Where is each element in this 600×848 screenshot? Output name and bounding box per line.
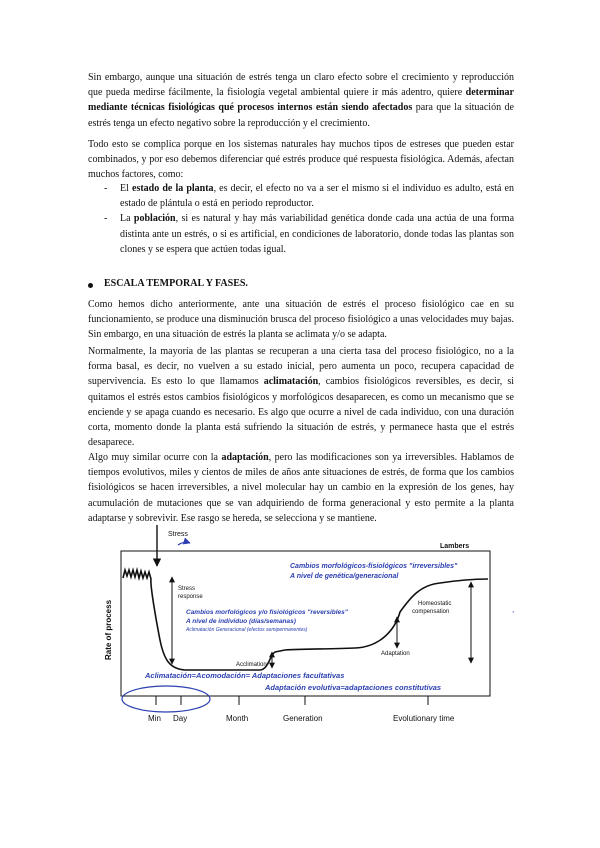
list-item-bold: estado de la planta bbox=[132, 183, 214, 194]
individual-level-label: A nivel de individuo (días/semanas) bbox=[186, 618, 296, 625]
paragraph-5-text: Algo muy similar ocurre con la bbox=[88, 452, 222, 463]
paragraph-1-text-end: para que la situación de estrés tenga un efecto negativo sobre la reproducción y el crecimiento. bbox=[88, 102, 514, 129]
stress-response-label: Stress response bbox=[178, 586, 203, 600]
x-tick-label: Evolutionary time bbox=[393, 714, 455, 723]
list-item-text: El bbox=[120, 183, 132, 194]
reversible-changes-label: Cambios morfológicos y/o fisiológicos "reversibles" bbox=[186, 609, 348, 616]
list-dash: - bbox=[104, 183, 108, 194]
irreversible-changes-label: Cambios morfológicos-fisiológicos "irreversibles" bbox=[290, 563, 458, 570]
x-tick-label: Generation bbox=[283, 714, 323, 723]
figure-credit: Lambers bbox=[440, 543, 470, 550]
list-dash: - bbox=[104, 213, 108, 225]
short-term-ellipse bbox=[122, 686, 210, 712]
response-curve bbox=[123, 570, 488, 670]
list-item-text: La bbox=[120, 213, 134, 225]
paragraph-5-bold: adaptación bbox=[221, 452, 269, 463]
genetic-level-label: A nivel de genética/generacional bbox=[290, 573, 399, 580]
paragraph-5-text-end: , pero las modificaciones son ya irreversibles. Hablamos de tiempos evolutivos, miles y cientos de miles de años ante situaciones de estrés, de forma que los cambios fisiológicos se hacen irreversibles, a nivel molecular hay un cambio en la expresión de los genes, hay acumulación de mutaciones que se van adquiriendo de forma generacional y esto permite a la planta adaptarse y sobrevivir. Ese rasgo se hereda, se selecciona y se mantiene. bbox=[88, 452, 514, 524]
stress-label: Stress bbox=[168, 531, 188, 538]
paragraph-2: Todo esto se complica porque en los sistemas naturales hay muchos tipos de estreses que pueden estar combinados, y por eso debemos diferenciar qué estrés produce qué respuesta fisiológica. Además, afectan muchos factores, como: bbox=[88, 139, 514, 181]
stress-blue-arrow-icon bbox=[178, 542, 190, 545]
x-tick-label: Min bbox=[148, 714, 161, 723]
x-tick-label: Day bbox=[173, 714, 188, 723]
acclimation-label: Acclimation bbox=[236, 662, 267, 668]
acclimation-definition: Aclimatación=Acomodación= Adaptaciones facultativas bbox=[145, 671, 345, 680]
adaptation-definition: Adaptación evolutiva=adaptaciones constitutivas bbox=[265, 683, 442, 692]
paragraph-1-bold: determinar mediante técnicas fisiológicas qué procesos internos están siendo afectados bbox=[88, 87, 514, 114]
list-item-text-end: , si es natural y hay más variabilidad genética donde cada una actúa de una forma distinta ante un estrés, o si es artificial, en condiciones de laboratorio, donde todas las plantas son clones y se espera que actúen todas igual. bbox=[120, 213, 515, 255]
paragraph-3: Como hemos dicho anteriormente, ante una situación de estrés el proceso fisiológico cae en su funcionamiento, se produce una disminución brusca del proceso fisiológico a unas velocidades muy bajas. Sin embargo, en una situación de estrés la planta se aclimata y/o se adapta. bbox=[88, 299, 514, 341]
paragraph-4-text-end: , cambios fisiológicos reversibles, es decir, si quitamos el estrés estos cambios fisiológicos y morfológicos desaparecen, es como un mecanismo que se enciende y se apaga cuando es necesario. Es algo que ocurre a nivel de cada individuo, con una duración corta, momento donde la planta está sufriendo la situación de estrés, y permanece hasta que el estrés desaparece. bbox=[88, 376, 514, 449]
list-item-bold: población bbox=[133, 213, 176, 225]
homeostatic-label: Homeostatic compensation bbox=[412, 601, 452, 615]
x-tick-label: Month bbox=[226, 714, 249, 723]
paragraph-4-bold: aclimatación bbox=[263, 376, 319, 388]
y-axis-label: Rate of process bbox=[104, 599, 113, 660]
generational-acclimation-label: Aclimatación Generacional (efectos semipermanentes) bbox=[186, 627, 308, 633]
section-title: ESCALA TEMPORAL Y FASES. bbox=[104, 278, 248, 289]
stray-mark: , bbox=[512, 605, 515, 614]
paragraph-1-text: Sin embargo, aunque una situación de estrés tenga un claro efecto sobre el crecimiento y reproducción que pueda medirse fácilmente, la fisiología vegetal ambiental quiere ir más adentro, quiere bbox=[88, 72, 514, 99]
paragraph-4-text: Normalmente, la mayoría de las plantas se recuperan a una cierta tasa del proceso fisiológico, no a la forma basal, es decir, no vuelven a su estado inicial, pero aumenta un poco, recupera capacidad de supervivencia. Es esto lo que llamamos bbox=[88, 346, 514, 388]
list-item-text-end: , es decir, el efecto no va a ser el mismo si el individuo es adulto, está en estado de plántula o está en periodo reproductor. bbox=[120, 183, 514, 210]
adaptation-label: Adaptation bbox=[381, 651, 410, 657]
